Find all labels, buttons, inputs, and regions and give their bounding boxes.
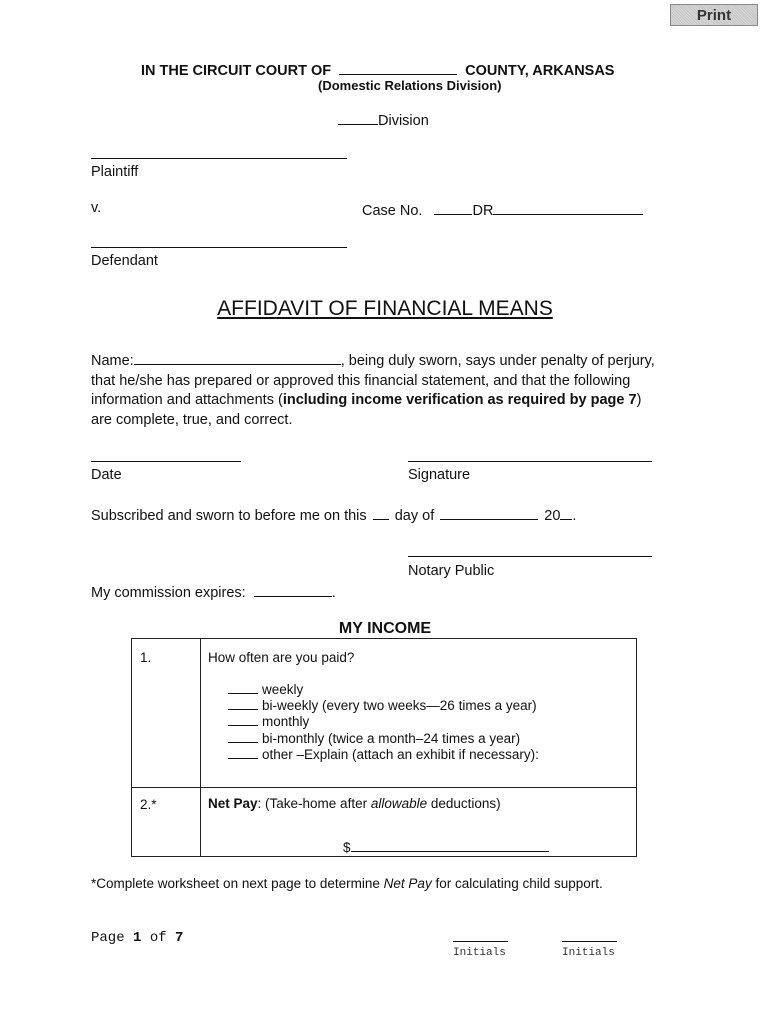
pay-frequency-question: How often are you paid? [208,650,355,665]
document-title: AFFIDAVIT OF FINANCIAL MEANS [217,297,553,320]
case-number: Case No. DR [362,200,643,219]
plaintiff-label: Plaintiff [91,164,139,180]
option-other[interactable]: other –Explain (attach an exhibit if necessary): [228,746,539,762]
table-border-top [131,638,637,639]
initials-label-2: Initials [562,947,615,959]
net-pay-label: Net Pay: (Take-home after allowable deductions) [208,796,501,811]
row-1-number: 1. [140,650,152,665]
table-column-divider [200,638,201,857]
option-bi-weekly[interactable]: bi-weekly (every two weeks—26 times a year) [228,697,537,713]
row-2-number: 2.* [140,797,157,812]
defendant-label: Defendant [91,253,158,269]
versus-label: v. [91,200,102,216]
initials-line-2[interactable] [562,941,617,942]
defendant-line[interactable] [91,247,347,248]
oath-line-1: Name: , being duly sworn, says under penalty of perjury, [91,350,691,372]
option-blank[interactable] [228,681,258,694]
signature-line[interactable] [408,461,652,462]
notary-line[interactable] [408,556,652,557]
month-blank[interactable] [440,505,538,520]
option-bi-monthly[interactable]: bi-monthly (twice a month–24 times a year) [228,730,520,746]
print-button[interactable]: Print [670,4,758,26]
income-section-title: MY INCOME [338,620,432,637]
subscribed-line: Subscribed and sworn to before me on this day of 20 . [91,505,576,524]
option-blank[interactable] [228,713,258,726]
table-row-divider [131,787,637,788]
footnote: *Complete worksheet on next page to determine Net Pay for calculating child support. [91,876,603,891]
county-blank[interactable] [339,60,457,75]
page-indicator: Page 1 of 7 [91,930,184,946]
table-border-left [131,638,132,857]
case-number-blank[interactable] [493,200,643,215]
date-label: Date [91,467,122,483]
notary-label: Notary Public [408,563,495,579]
oath-line-3: information and attachments (including income verification as required by page 7) [91,392,642,408]
year-blank[interactable] [560,505,572,520]
court-heading: IN THE CIRCUIT COURT OF COUNTY, ARKANSAS [141,60,614,79]
option-blank[interactable] [228,697,258,710]
table-border-bottom [131,856,637,857]
table-border-right [636,638,637,857]
day-blank[interactable] [373,505,389,520]
option-blank[interactable] [228,730,258,743]
date-line[interactable] [91,461,241,462]
option-monthly[interactable]: monthly [228,713,309,729]
commission-blank[interactable] [254,582,332,597]
oath-line-2: that he/she has prepared or approved this financial statement, and that the following [91,372,631,389]
option-weekly[interactable]: weekly [228,681,303,697]
case-prefix-blank[interactable] [434,200,472,215]
oath-line-4: are complete, true, and correct. [91,411,293,428]
net-pay-blank[interactable] [351,837,549,852]
plaintiff-line[interactable] [91,158,347,159]
division-line: Division [338,110,429,129]
net-pay-amount: $ [343,837,549,855]
initials-label-1: Initials [453,947,506,959]
division-subtitle: (Domestic Relations Division) [318,78,502,93]
name-blank[interactable] [134,350,341,365]
division-blank[interactable] [338,110,378,125]
oath-paragraph [91,350,691,430]
initials-line-1[interactable] [453,941,508,942]
option-blank[interactable] [228,746,258,759]
signature-label: Signature [408,467,471,483]
commission-line: My commission expires: . [91,582,336,601]
